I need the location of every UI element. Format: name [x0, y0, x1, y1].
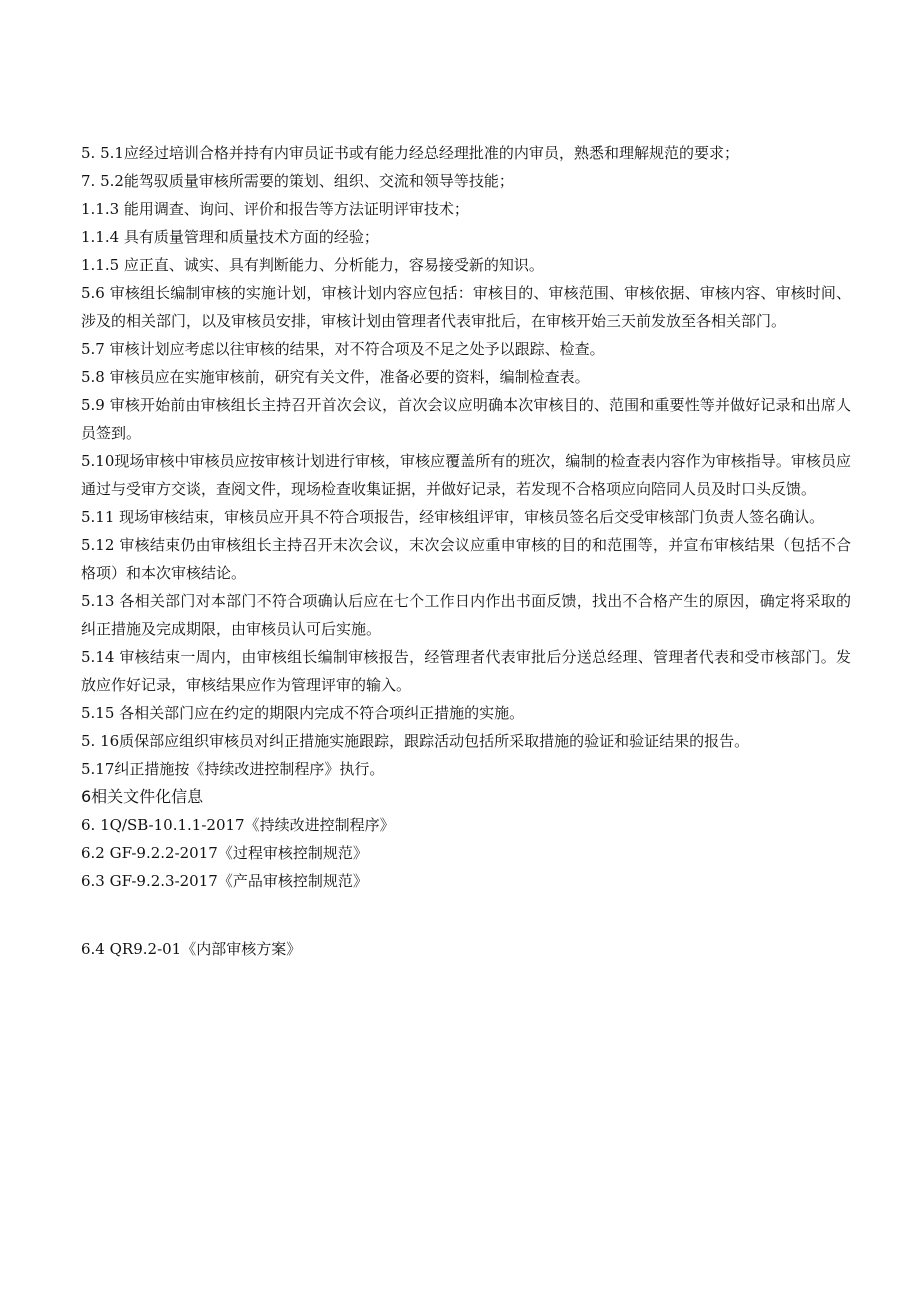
reference-6-2: 6.2 GF-9.2.2-2017《过程审核控制规范》 [81, 844, 368, 862]
paragraph-5-16: 5. 16质保部应组织审核员对纠正措施实施跟踪，跟踪活动包括所采取措施的验证和验证结果的报告。 [81, 732, 750, 750]
document-body [81, 139, 851, 963]
paragraph-5-13: 5.13 各相关部门对本部门不符合项确认后应在七个工作日内作出书面反馈，找出不合格产生的原因，确定将采取的纠正措施及完成期限，由审核员认可后实施。 [81, 592, 851, 638]
reference-6-4: 6.4 QR9.2-01《内部审核方案》 [81, 940, 302, 958]
paragraph-5-5-2: 7. 5.2能驾驭质量审核所需要的策划、组织、交流和领导等技能； [81, 172, 514, 190]
paragraph-5-14: 5.14 审核结束一周内，由审核组长编制审核报告，经管理者代表审批后分送总经理、管理者代表和受市核部门。发放应作好记录，审核结果应作为管理评审的输入。 [81, 648, 851, 694]
blank-spacer [81, 895, 851, 935]
paragraph-5-6: 5.6 审核组长编制审核的实施计划，审核计划内容应包括：审核目的、审核范围、审核依据、审核内容、审核时间、涉及的相关部门，以及审核员安排，审核计划由管理者代表审批后，在审核开始三天前发放至各相关部门。 [81, 284, 851, 330]
paragraph-1-1-4: 1.1.4 具有质量管理和质量技术方面的经验； [81, 228, 379, 246]
section-6-heading: 6相关文件化信息 [81, 787, 204, 806]
paragraph-5-17: 5.17纠正措施按《持续改进控制程序》执行。 [81, 760, 385, 778]
paragraph-5-10: 5.10现场审核中审核员应按审核计划进行审核，审核应覆盖所有的班次，编制的检查表内容作为审核指导。审核员应通过与受审方交谈，查阅文件，现场检查收集证据，并做好记录，若发现不合格项应向陪同人员及时口头反馈。 [81, 452, 851, 498]
paragraph-5-12: 5.12 审核结束仍由审核组长主持召开末次会议，末次会议应重申审核的目的和范围等，并宣布审核结果（包括不合格项）和本次审核结论。 [81, 536, 851, 582]
paragraph-5-15: 5.15 各相关部门应在约定的期限内完成不符合项纠正措施的实施。 [81, 704, 525, 722]
paragraph-5-8: 5.8 审核员应在实施审核前，研究有关文件，准备必要的资料，编制检查表。 [81, 368, 590, 386]
paragraph-1-1-5: 1.1.5 应正直、诚实、具有判断能力、分析能力，容易接受新的知识。 [81, 256, 544, 274]
paragraph-5-9: 5.9 审核开始前由审核组长主持召开首次会议，首次会议应明确本次审核目的、范围和重要性等并做好记录和出席人员签到。 [81, 396, 851, 442]
paragraph-5-11: 5.11 现场审核结束，审核员应开具不符合项报告，经审核组评审，审核员签名后交受审核部门负责人签名确认。 [81, 508, 825, 526]
reference-6-3: 6.3 GF-9.2.3-2017《产品审核控制规范》 [81, 872, 368, 890]
paragraph-1-1-3: 1.1.3 能用调查、询问、评价和报告等方法证明评审技术； [81, 200, 469, 218]
paragraph-5-5-1: 5. 5.1应经过培训合格并持有内审员证书或有能力经总经理批准的内审员，熟悉和理解规范的要求； [81, 144, 739, 162]
paragraph-5-7: 5.7 审核计划应考虑以往审核的结果，对不符合项及不足之处予以跟踪、检查。 [81, 340, 605, 358]
reference-6-1: 6. 1Q/SB-10.1.1-2017《持续改进控制程序》 [81, 816, 395, 834]
